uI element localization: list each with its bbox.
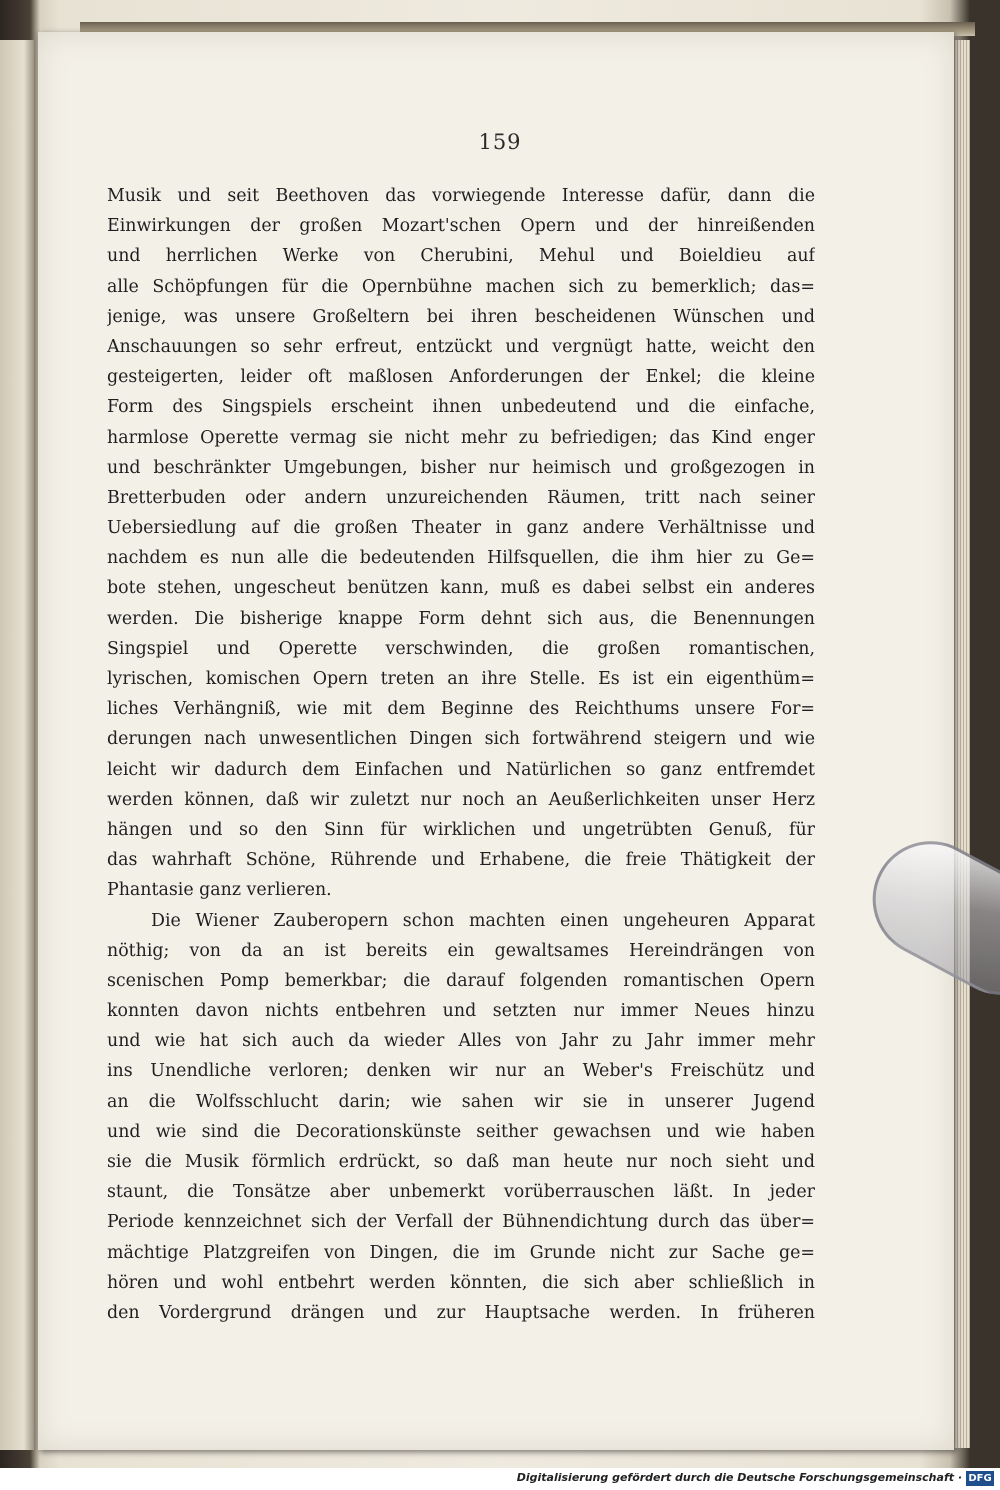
text-line: alle Schöpfungen für die Opernbühne machen sich zu bemerklich; das=: [107, 276, 815, 297]
text-line: ins Unendliche verloren; denken wir nur an Weber's Freischütz und: [107, 1061, 815, 1082]
text-line: konnten davon nichts entbehren und setzten nur immer Neues hinzu: [107, 1001, 815, 1022]
text-line: harmlose Operette vermag sie nicht mehr zu befriedigen; das Kind enger: [107, 427, 815, 448]
text-line: Einwirkungen der großen Mozart'schen Opern und der hinreißenden: [107, 216, 815, 237]
text-line: an die Wolfsschlucht darin; wie sahen wir sie in unserer Jugend: [107, 1091, 815, 1112]
text-line: nachdem es nun alle die bedeutenden Hilfsquellen, die ihm hier zu Ge=: [107, 548, 815, 569]
text-line: Form des Singspiels erscheint ihnen unbedeutend und die einfache,: [107, 397, 815, 418]
text-line: Uebersiedlung auf die großen Theater in ganz andere Verhältnisse und: [107, 518, 815, 539]
page-stack-edge: [952, 40, 970, 1448]
footer-bar: [0, 1468, 1000, 1490]
text-line: scenischen Pomp bemerkbar; die darauf folgenden romantischen Opern: [107, 970, 815, 991]
text-line: werden. Die bisherige knappe Form dehnt sich aus, die Benennungen: [107, 608, 815, 629]
text-line: Bretterbuden oder andern unzureichenden Räumen, tritt nach seiner: [107, 487, 815, 508]
text-line: Singspiel und Operette verschwinden, die großen romantischen,: [107, 638, 815, 659]
text-line: hängen und so den Sinn für wirklichen und ungetrübten Genuß, für: [107, 819, 815, 840]
text-line: das wahrhaft Schöne, Rührende und Erhabene, die freie Thätigkeit der: [107, 850, 815, 871]
text-line: den Vordergrund drängen und zur Hauptsache werden. In früheren: [107, 1302, 815, 1323]
text-line: nöthig; von da an ist bereits ein gewaltsames Hereindrängen von: [107, 940, 815, 961]
text-line: und herrlichen Werke von Cherubini, Mehul und Boieldieu auf: [107, 246, 815, 267]
page-number: 159: [478, 130, 522, 154]
text-line: und wie hat sich auch da wieder Alles von Jahr zu Jahr immer mehr: [107, 1031, 815, 1052]
text-line: jenige, was unsere Großeltern bei ihren bescheidenen Wünschen und: [107, 306, 815, 327]
text-line: und beschränkter Umgebungen, bisher nur heimisch und großgezogen in: [107, 457, 815, 478]
text-line: hören und wohl entbehrt werden könnten, die sich aber schließlich in: [107, 1272, 815, 1293]
text-line: Anschauungen so sehr erfreut, entzückt und vergnügt hatte, weicht den: [107, 336, 815, 357]
text-line: derungen nach unwesentlichen Dingen sich fortwährend steigern und wie: [107, 729, 815, 750]
dfg-logo: DFG: [966, 1471, 994, 1486]
text-line: lyrischen, komischen Opern treten an ihre Stelle. Es ist ein eigenthüm=: [107, 669, 815, 689]
text-line: leicht wir dadurch dem Einfachen und Natürlichen so ganz entfremdet: [107, 759, 815, 780]
paragraph-start-line: Die Wiener Zauberopern schon machten einen ungeheuren Apparat: [151, 910, 815, 931]
text-line: gesteigerten, leider oft maßlosen Anforderungen der Enkel; die kleine: [107, 367, 815, 388]
text-line: Periode kennzeichnet sich der Verfall der Bühnendichtung durch das über=: [107, 1212, 815, 1233]
text-line: Musik und seit Beethoven das vorwiegende Interesse dafür, dann die: [107, 186, 815, 206]
digitization-credit: Digitalisierung gefördert durch die Deutsche Forschungsgemeinschaft ·: [516, 1471, 962, 1484]
previous-page-edge: [0, 40, 35, 1450]
text-line: werden können, daß wir zuletzt nur noch an Aeußerlichkeiten unser Herz: [107, 789, 815, 810]
text-line: sie die Musik förmlich erdrückt, so daß man heute nur noch sieht und: [107, 1152, 815, 1172]
text-line: liches Verhängniß, wie mit dem Beginne des Reichthums unsere For=: [107, 699, 815, 720]
text-line: mächtige Platzgreifen von Dingen, die im Grunde nicht zur Sache ge=: [107, 1242, 815, 1263]
text-line: und wie sind die Decorationskünste seither gewachsen und wie haben: [107, 1121, 815, 1142]
text-line: bote stehen, ungescheut benützen kann, muß es dabei selbst ein anderes: [107, 578, 815, 599]
body-text: [107, 181, 815, 1328]
paragraph-end-line: Phantasie ganz verlieren.: [107, 880, 332, 901]
text-line: staunt, die Tonsätze aber unbemerkt vorüberrauschen läßt. In jeder: [107, 1182, 815, 1203]
